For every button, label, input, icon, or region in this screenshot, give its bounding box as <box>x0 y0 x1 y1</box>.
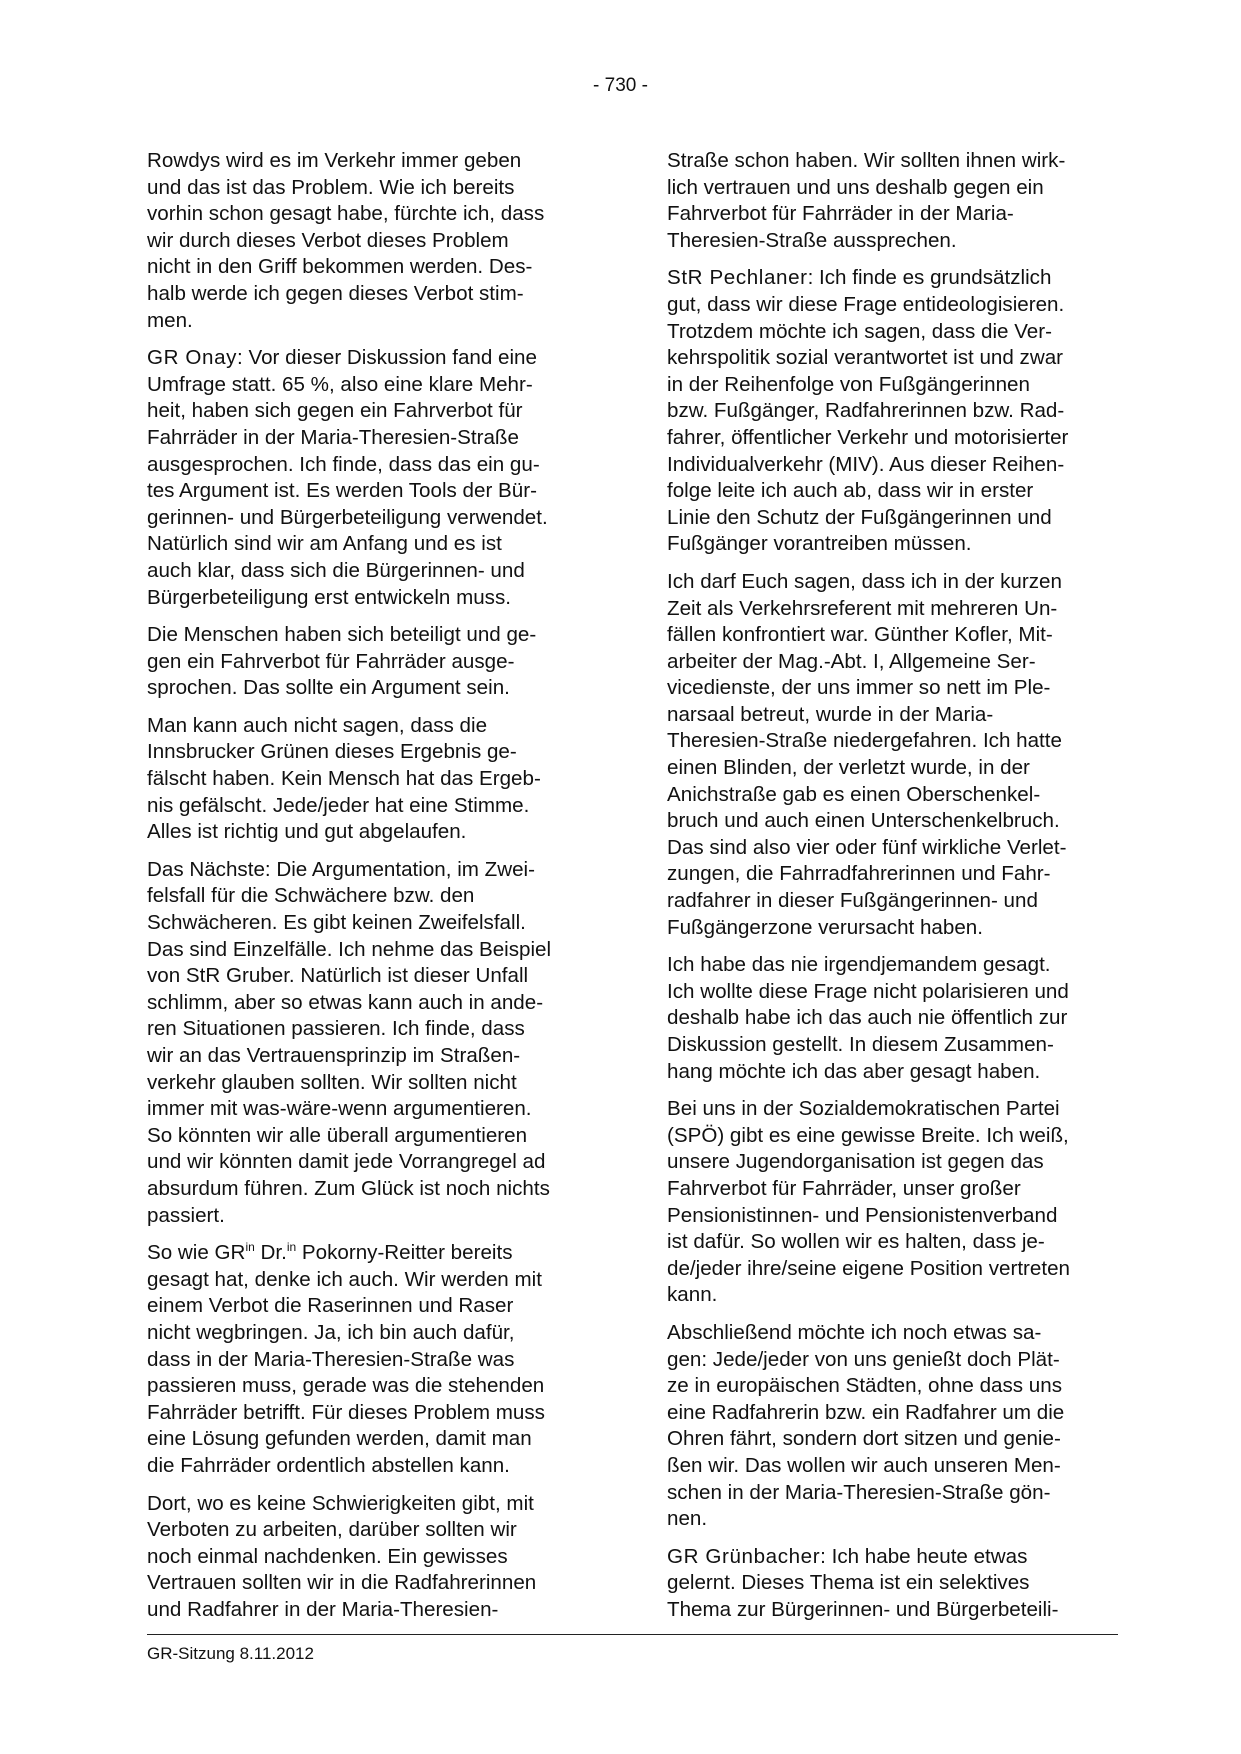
footer-session-label: GR-Sitzung 8.11.2012 <box>147 1644 314 1663</box>
paragraph-text: So wie GR <box>147 1241 246 1265</box>
page-number: - 730 - <box>593 75 648 96</box>
paragraph-text: : Vor dieser Diskussion fand eine Umfrage statt. 65 %, also eine klare Mehr- heit, haben sich gegen ein Fahrverbot für Fahrräder in der Maria-Theresien-Straße ausgesprochen. Ich finde, dass das ein gu- tes Argument ist. Es werden Tools der Bür- gerinnen- und Bürgerbeteiligung verwendet. Natürlich sind wir am Anfang und es ist auch klar, dass sich die Bürgerinnen- und Bürgerbeteiligung erst entwickeln muss. <box>147 346 548 609</box>
paragraph: Straße schon haben. Wir sollten ihnen wirk- lich vertrauen und uns deshalb gegen ein Fahrverbot für Fahrräder in der Maria- Theresien-Straße aussprechen. <box>667 149 1066 252</box>
left-text-column <box>147 148 597 1634</box>
paragraph: Rowdys wird es im Verkehr immer geben und das ist das Problem. Wie ich bereits vorhin schon gesagt habe, fürchte ich, dass wir durch dieses Verbot dieses Problem nicht in den Griff bekommen werden. Des- halb werde ich gegen dieses Verbot stim- men. <box>147 149 545 332</box>
speaker-name: GR Grünbacher <box>667 1544 821 1568</box>
paragraph <box>147 345 597 611</box>
paragraph: Bei uns in der Sozialdemokratischen Partei (SPÖ) gibt es eine gewisse Breite. Ich weiß, unsere Jugendorganisation ist gegen das Fahrverbot für Fahrräder, unser großer Pensionistinnen- und Pensionistenverband ist dafür. So wollen wir es halten, dass je- de/jeder ihre/seine eigene Position vertreten kann. <box>667 1097 1070 1307</box>
paragraph-text: Dr. <box>254 1241 287 1265</box>
paragraph: Ich darf Euch sagen, dass ich in der kurzen Zeit als Verkehrsreferent mit mehreren Un- fällen konfrontiert war. Günther Kofler, Mit- arbeiter der Mag.-Abt. I, Allgemeine Ser- vicedienste, der uns immer so nett im Ple- narsaal betreut, wurde in der Maria- Theresien-Straße niedergefahren. Ich hatte einen Blinden, der verletzt wurde, in der Anichstraße gab es einen Oberschenkel- bruch und auch einen Unterschenkelbruch. Das sind also vier oder fünf wirkliche Verlet- zungen, die Fahrradfahrerinnen und Fahr- radfahrer in dieser Fußgängerinnen- und Fußgängerzone verursacht haben. <box>667 569 1067 939</box>
paragraph-text: Pokorny-Reitter bereits gesagt hat, denke ich auch. Wir werden mit einem Verbot die Raserinnen und Raser nicht wegbringen. Ja, ich bin auch dafür, dass in der Maria-Theresien-Straße was passieren muss, gerade was die stehenden Fahrräder betrifft. Für dieses Problem muss eine Lösung gefunden werden, damit man die Fahrräder ordentlich abstellen kann. <box>147 1241 545 1477</box>
right-text-column <box>667 148 1117 1634</box>
paragraph <box>667 1544 1117 1624</box>
speaker-name: GR Onay <box>147 346 238 370</box>
paragraph-text: : Ich finde es grundsätzlich gut, dass wir diese Frage entideologisieren. Trotzdem möchte ich sagen, dass die Ver- kehrspolitik sozial verantwortet ist und zwar in der Reihenfolge von Fußgängerinnen bzw. Fußgänger, Radfahrerinnen bzw. Rad- fahrer, öffentlicher Verkehr und motorisierter Individualverkehr (MIV). Aus dieser Reihen- folge leite ich auch ab, dass wir in erster Linie den Schutz der Fußgängerinnen und Fußgänger vorantreiben müssen. <box>667 266 1069 556</box>
speaker-name: StR Pechlaner <box>667 266 808 290</box>
paragraph: Die Menschen haben sich beteiligt und ge- gen ein Fahrverbot für Fahrräder ausge- sprochen. Das sollte ein Argument sein. <box>147 623 537 700</box>
paragraph: Das Nächste: Die Argumentation, im Zwei- felsfall für die Schwächere bzw. den Schwächeren. Es gibt keinen Zweifelsfall. Das sind Einzelfälle. Ich nehme das Beispiel von StR Gruber. Natürlich ist dieser Unfall schlimm, aber so etwas kann auch in ande- ren Situationen passieren. Ich finde, dass wir an das Vertrauensprinzip im Straßen- verkehr glauben sollten. Wir sollten nicht immer mit was-wäre-wenn argumentieren. So könnten wir alle überall argumentieren und wir könnten damit jede Vorrangregel ad absurdum führen. Zum Glück ist noch nichts passiert. <box>147 857 552 1227</box>
paragraph <box>147 1240 597 1479</box>
paragraph: Ich habe das nie irgendjemandem gesagt. Ich wollte diese Frage nicht polarisieren und deshalb habe ich das auch nie öffentlich zur Diskussion gestellt. In diesem Zusammen- hang möchte ich das aber gesagt haben. <box>667 953 1069 1083</box>
paragraph-text: : Ich habe heute etwas gelernt. Dieses Thema ist ein selektives Thema zur Bürgerinnen- und Bürgerbeteili- <box>667 1544 1059 1621</box>
footer-divider <box>147 1634 1118 1635</box>
paragraph: Abschließend möchte ich noch etwas sa- gen: Jede/jeder von uns genießt doch Plät- ze in europäischen Städten, ohne dass uns eine Radfahrerin bzw. ein Radfahrer um die Ohren fährt, sondern dort sitzen und genie- ßen wir. Das wollen wir auch unseren Men- schen in der Maria-Theresien-Straße gön- nen. <box>667 1320 1065 1531</box>
paragraph <box>667 265 1117 558</box>
superscript: in <box>245 1240 255 1255</box>
paragraph: Man kann auch nicht sagen, dass die Innsbrucker Grünen dieses Ergebnis ge- fälscht haben. Kein Mensch hat das Ergeb- nis gefälscht. Jede/jeder hat eine Stimme. Alles ist richtig und gut abgelaufen. <box>147 713 541 844</box>
superscript: in <box>286 1240 297 1255</box>
paragraph: Dort, wo es keine Schwierigkeiten gibt, mit Verboten zu arbeiten, darüber sollten wir noch einmal nachdenken. Ein gewisses Vertrauen sollten wir in die Radfahrerinnen und Radfahrer in der Maria-Theresien- <box>147 1491 537 1621</box>
